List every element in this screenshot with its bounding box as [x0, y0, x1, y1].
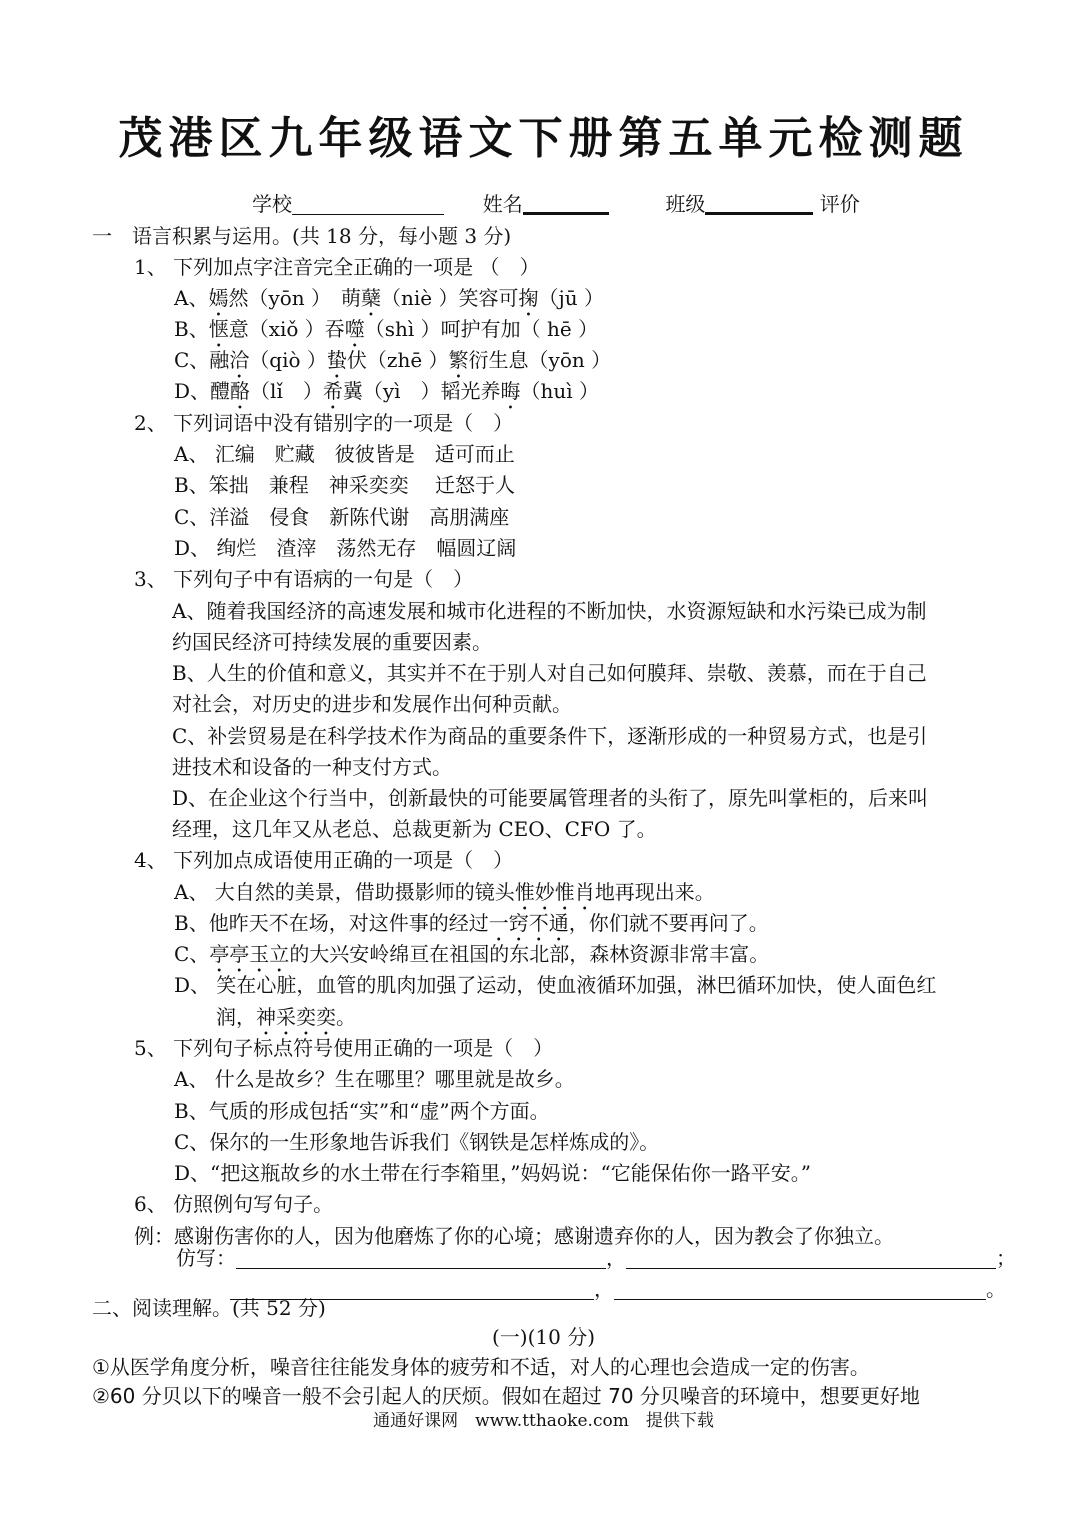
- class-blank[interactable]: [705, 190, 813, 215]
- q6-imitate-line2: ， 。: [230, 1274, 1006, 1304]
- q5-option-c: C、保尔的一生形象地告诉我们《钢铁是怎样炼成的》。: [174, 1130, 660, 1154]
- reading-paragraph-2: ②60 分贝以下的噪音一般不会引起人的厌烦。假如在超过 70 分贝噪音的环境中，想要更好地: [92, 1384, 920, 1408]
- q3-stem: 3、 下列句子中有语病的一句是（ ）: [134, 567, 474, 591]
- reading-paragraph-1: ①从医学角度分析，噪音往往能发身体的疲劳和不适，对人的心理也会造成一定的伤害。: [92, 1355, 870, 1379]
- q4-stem: 4、 下列加点成语使用正确的一项是（ ）: [134, 848, 514, 872]
- reading-1-heading: (一)(10 分): [491, 1325, 596, 1349]
- imitate-label: 仿写：: [176, 1246, 236, 1270]
- q5-option-b: B、气质的形成包括“实”和“虚”两个方面。: [174, 1099, 550, 1123]
- q3-option-a-line2: 约国民经济可持续发展的重要因素。: [172, 630, 492, 654]
- q1-option-b: B、惬意（xiǒ ）吞噬（shì ）呵护有加（ hē ）: [174, 317, 599, 341]
- q3-option-d-line2: 经理，这几年又从老总、总裁更新为 CEO、CFO 了。: [172, 817, 657, 841]
- q2-stem: 2、 下列词语中没有错别字的一项是（ ）: [134, 411, 514, 435]
- q3-option-b-line1: B、人生的价值和意义，其实并不在于别人对自己如何膜拜、崇敬、羡慕，而在于自己: [172, 661, 927, 685]
- q3-option-c-line1: C、补尝贸易是在科学技术作为商品的重要条件下，逐渐形成的一种贸易方式，也是引: [172, 724, 928, 748]
- page-title: 茂港区九年级语文下册第五单元检测题: [118, 113, 969, 164]
- q2-option-b: B、笨拙 兼程 神采奕奕 迁怒于人: [174, 473, 516, 497]
- q4-option-c: C、亭亭玉立的大兴安岭绵亘在祖国的东北部，森林资源非常丰富。: [174, 942, 770, 966]
- q4-option-d-line2: 润，神采奕奕。: [216, 1005, 356, 1029]
- name-label: 姓名: [482, 192, 523, 216]
- q6-stem: 6、 仿照例句写句子。: [134, 1192, 334, 1216]
- q4-option-d-line1: D、 笑在心脏，血管的肌肉加强了运动，使血液循环加强，淋巴循环加快，使人面色红: [174, 973, 937, 997]
- q2-option-c: C、洋溢 侵食 新陈代谢 高朋满座: [174, 505, 510, 529]
- q3-option-d-line1: D、在企业这个行当中，创新最快的可能要属管理者的头衔了，原先叫掌柜的，后来叫: [172, 786, 929, 810]
- answer-blank-4[interactable]: [614, 1277, 986, 1300]
- q4-option-a: A、 大自然的美景，借助摄影师的镜头惟妙惟肖地再现出来。: [174, 880, 715, 904]
- q5-option-a: A、 什么是故乡？生在哪里？哪里就是故乡。: [174, 1067, 575, 1091]
- answer-blank-2[interactable]: [626, 1246, 996, 1269]
- q5-option-d: D、“把这瓶故乡的水土带在行李箱里，”妈妈说：“它能保佑你一路平安。”: [174, 1161, 811, 1185]
- q6-imitate-line1: 仿写： ， ；: [176, 1246, 1016, 1270]
- school-blank[interactable]: [292, 192, 444, 215]
- q4-option-b: B、他昨天不在场，对这件事的经过一窍不通，你们就不要再问了。: [174, 911, 769, 935]
- section-2-heading: 二、阅读理解。(共 52 分): [92, 1296, 326, 1320]
- name-blank[interactable]: [523, 190, 609, 215]
- q2-option-d: D、 绚烂 渣滓 荡然无存 幅圆辽阔: [174, 536, 517, 560]
- q3-option-a-line1: A、随着我国经济的高速发展和城市化进程的不断加快，水资源短缺和水污染已成为制: [172, 599, 927, 623]
- q1-option-c: C、融洽（qiò ）蛰伏（zhē ）繁衍生息（yōn ）: [174, 348, 612, 372]
- q3-option-b-line2: 对社会，对历史的进步和发展作出何种贡献。: [172, 692, 572, 716]
- page-footer: 通通好课网 www.tthaoke.com 提供下载: [373, 1411, 714, 1431]
- q5-stem: 5、 下列句子标点符号使用正确的一项是（ ）: [134, 1036, 554, 1060]
- section-1-heading: 一 语言积累与运用。(共 18 分，每小题 3 分): [92, 224, 512, 248]
- q2-option-a: A、 汇编 贮藏 彼彼皆是 适可而止: [174, 442, 515, 466]
- q1-option-d: D、醴酪（lǐ ）希冀（yì ）韬光养晦（huì ）: [174, 379, 600, 403]
- q1-option-a: A、嫣然（yōn ） 萌蘖（niè ）笑容可掬（jū ）: [174, 286, 604, 310]
- q3-option-c-line2: 进技术和设备的一种支付方式。: [172, 755, 452, 779]
- school-label: 学校: [252, 192, 292, 216]
- q6-example: 例：感谢伤害你的人，因为他磨炼了你的心境；感谢遗弃你的人，因为教会了你独立。: [134, 1224, 894, 1248]
- student-info-line: [252, 188, 860, 220]
- q1-stem: 1、 下列加点字注音完全正确的一项是 （ ）: [134, 255, 540, 279]
- answer-blank-1[interactable]: [236, 1246, 606, 1269]
- class-label: 班级: [665, 192, 706, 216]
- eval-label: 评价: [819, 192, 860, 216]
